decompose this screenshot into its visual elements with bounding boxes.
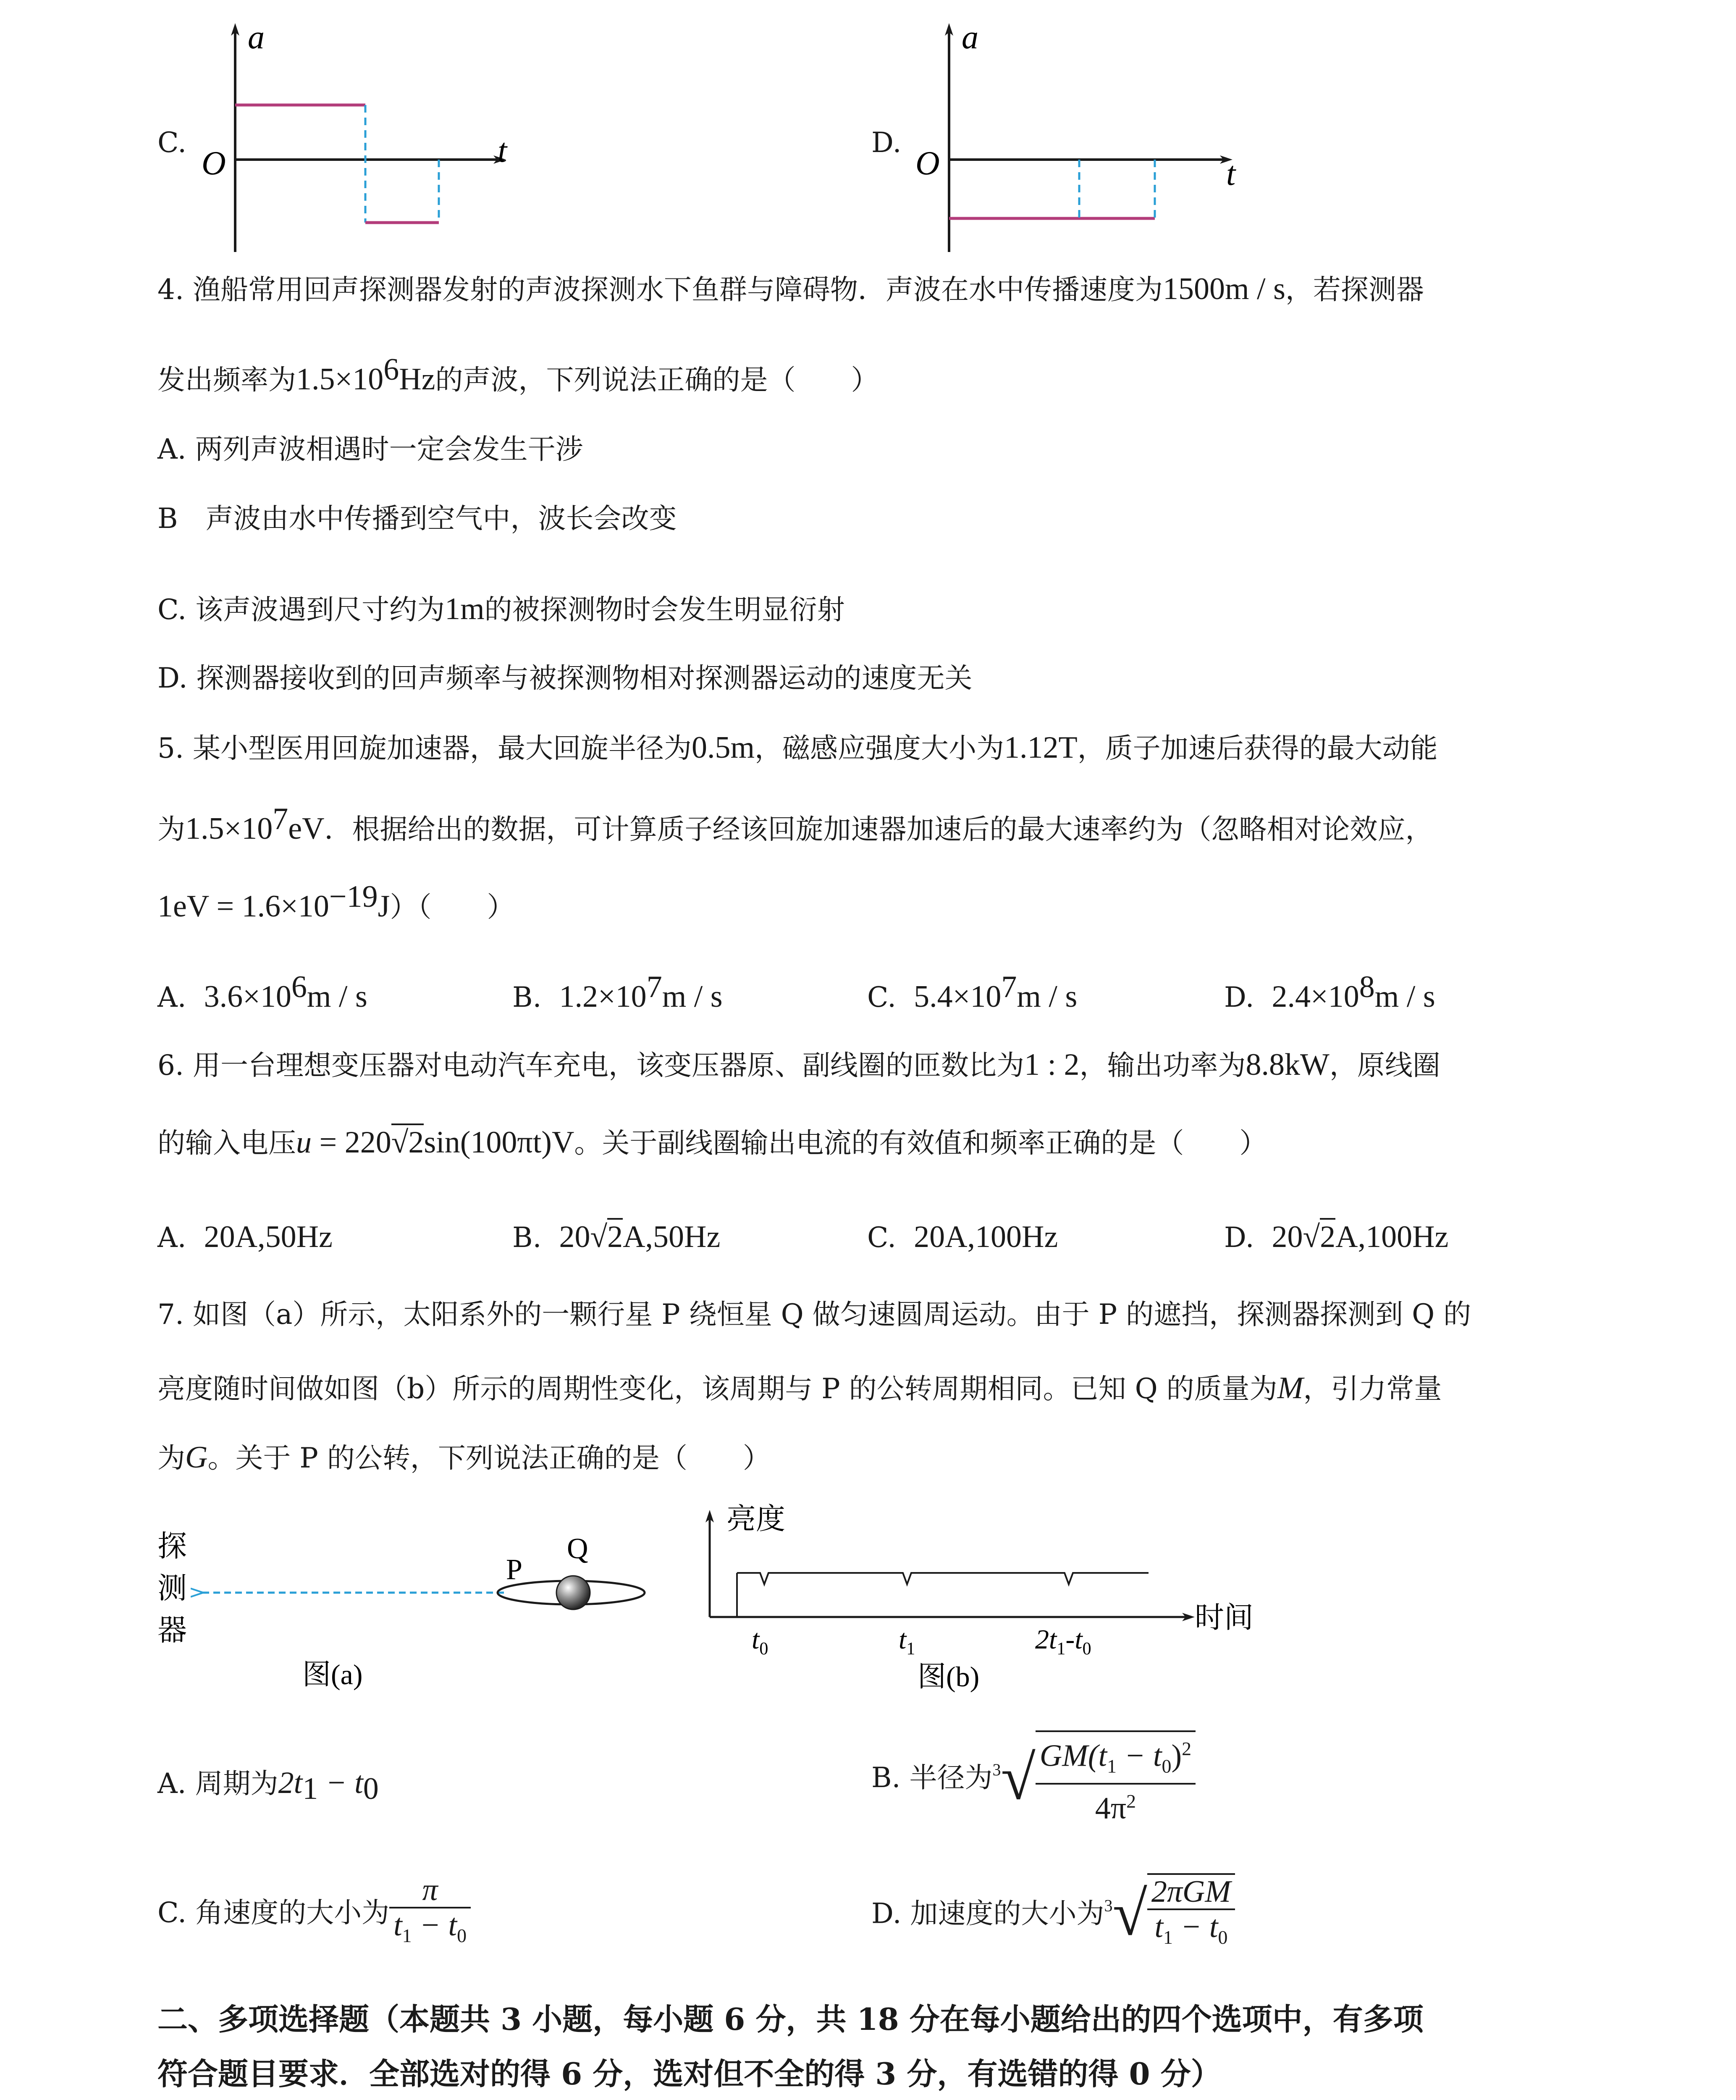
q7-line3: 为G。关于 P 的公转，下列说法正确的是（ ） [157,1440,771,1475]
graph-d [894,17,1251,260]
q6-option-a: A. 20A,50Hz [157,1220,333,1254]
label-q: Q [567,1533,588,1565]
section2-heading-line1: 二、多项选择题（本题共 3 小题，每小题 6 分，共 18 分在每小题给出的四个选项中，有多项 [157,2001,1424,2037]
q7-line1: 7. 如图（a）所示，太阳系外的一颗行星 P 绕恒星 Q 做匀速圆周运动。由于 P 的遮挡，探测器探测到 Q 的 [157,1298,1471,1331]
q6-option-d: D. 20√2A,100Hz [1224,1220,1448,1255]
detector-char-1: 探 [157,1530,187,1563]
q7-option-a: A. 周期为$2t_1 - t_0$ [157,1766,379,1806]
section2-heading-line2: 符合题目要求．全部选对的得 6 分，选对但不全的得 3 分，有选错的得 0 分） [157,2056,1221,2092]
brightness-curve [737,1573,1149,1584]
axis-a-label: a [248,19,265,56]
q4-line1: 4. 渔船常用回声探测器发射的声波探测水下鱼群与障碍物．声波在水中传播速度为1500m / s，若探测器 [157,272,1424,306]
figure-a-caption: 图(a) [302,1659,363,1690]
q6-option-b: B. 20√2A,50Hz [512,1220,720,1255]
q6-line1: 6. 用一台理想变压器对电动汽车充电，该变压器原、副线圈的匝数比为1 : 2，输出功率为8.8kW，原线圈 [157,1047,1440,1082]
q7-option-d: D. 加速度的大小为$^3$√ $\frac{\text{2πGM}}{t_1 - t_0}$ [871,1873,1235,1954]
q4-line2: 发出频率为$1.5\times 10^6Hz$的声波，下列说法正确的是（ ） [157,352,879,396]
figure-b [697,1504,1285,1701]
q7-option-c: C. 角速度的大小为 $\frac{\pi}{t_1 - t_0}$ [157,1873,471,1953]
q7-line2: 亮度随时间做如图（b）所示的周期性变化，该周期与 P 的公转周期相同。已知 Q 的质量为M，引力常量 [157,1371,1442,1405]
origin-label: O [202,145,226,182]
q5-line2: 为$1.5\times 10^7eV$．根据给出的数据，可计算质子经该回旋加速器加速后的最大速率约为（忽略相对论效应， [157,802,1433,846]
option-d-label: D. [871,126,902,159]
figure-a [151,1520,680,1697]
figure-b-caption: 图(b) [918,1661,980,1693]
fig-b-t1: $t_1$ [899,1624,915,1659]
fig-b-t0: $t_0$ [752,1624,768,1659]
q5-option-d: D. $2.4\times 10^8m / s$ [1224,970,1435,1014]
q7-option-b: B. 半径为$^3$√ $\frac{GM(t_1 - t_0)^2}{4\pi^2}$ [871,1730,1196,1825]
label-p: P [506,1554,522,1586]
graph-c [181,17,517,260]
star-q [556,1576,590,1609]
q4-option-b: B 声波由水中传播到空气中，波长会改变 [157,502,677,535]
fig-b-t2: $2t_1-t_0$ [1035,1624,1091,1659]
detector-char-2: 测 [157,1572,187,1605]
q5-option-c: C. $5.4\times 10^7m / s$ [867,970,1078,1014]
q4-option-d: D. 探测器接收到的回声频率与被探测物相对探测器运动的速度无关 [157,662,973,694]
q4-option-a: A. 两列声波相遇时一定会发生干涉 [157,433,583,465]
q6-line2: 的输入电压u = 220√2sin(100πt)V。关于副线圈输出电流的有效值和频率正确的是（ ） [157,1126,1267,1160]
detector-char-3: 器 [157,1614,187,1647]
axis-t-label-d: t [1226,155,1236,192]
q5-option-a: A. $3.6\times 10^6m / s$ [157,970,367,1014]
q6-option-c: C. 20A,100Hz [867,1220,1058,1254]
q5-line3: $1eV = 1.6\times 10^{-19}J$）（ ） [157,879,515,924]
q5-option-b: B. $1.2\times 10^7m / s$ [512,970,723,1014]
fig-b-ylabel: 亮度 [726,1504,785,1536]
fig-b-xlabel: 时间 [1195,1602,1253,1634]
axis-a-label-d: a [962,19,978,56]
option-c-label: C. [157,126,187,159]
origin-label-d: O [915,145,940,182]
q4-option-c: C. 该声波遇到尺寸约为1m的被探测物时会发生明显衍射 [157,592,845,626]
axis-t-label: t [498,132,507,169]
q5-line1: 5. 某小型医用回旋加速器，最大回旋半径为0.5m，磁感应强度大小为1.12T，质子加速后获得的最大动能 [157,730,1438,765]
